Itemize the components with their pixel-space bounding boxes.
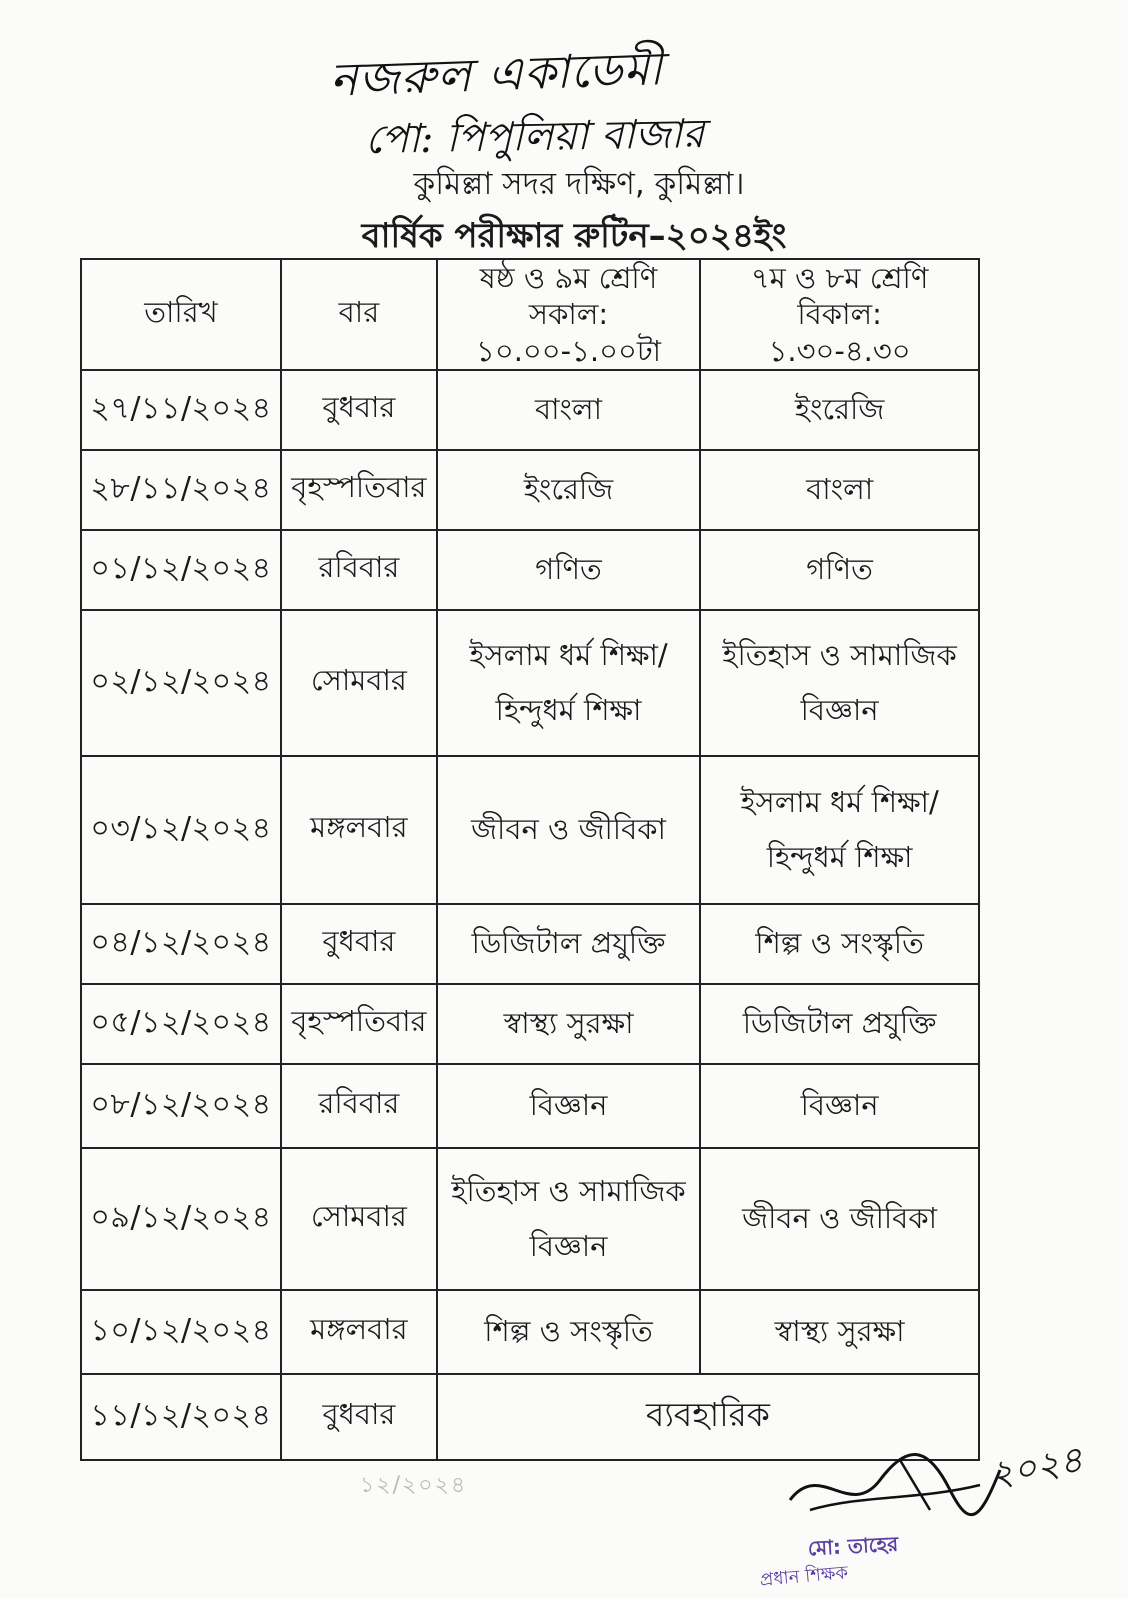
exam-routine-table: [80, 258, 980, 1461]
seal-title: প্রধান শিক্ষক: [759, 1562, 849, 1591]
table-row: [81, 530, 979, 610]
subject-class-6-9: [437, 1148, 700, 1290]
day-cell: সোমবার: [281, 1148, 437, 1290]
header-day: বার: [281, 259, 437, 370]
signature-date: ২০২৪: [986, 1439, 1087, 1496]
post-office-address: পো: পিপুলিয়া বাজার: [364, 111, 705, 163]
subject-class-6-9: স্বাস্থ্য সুরক্ষা: [437, 984, 700, 1064]
day-cell: বুধবার: [281, 904, 437, 984]
subject-class-7-8: জীবন ও জীবিকা: [700, 1148, 979, 1290]
subject-class-6-9: বিজ্ঞান: [437, 1064, 700, 1148]
subject-line: ইসলাম ধর্ম শিক্ষা/: [469, 637, 668, 672]
table-row: [81, 984, 979, 1064]
signature-scribble: [780, 1440, 1010, 1530]
date-cell: ০৫/১২/২০২৪: [81, 984, 281, 1064]
subject-class-7-8: বিজ্ঞান: [700, 1064, 979, 1148]
day-cell: রবিবার: [281, 1064, 437, 1148]
date-cell: ০১/১২/২০২৪: [81, 530, 281, 610]
date-cell: ১১/১২/২০২৪: [81, 1374, 281, 1460]
table-row: [81, 450, 979, 530]
subject-class-7-8: স্বাস্থ্য সুরক্ষা: [700, 1290, 979, 1374]
subject-class-7-8: ডিজিটাল প্রযুক্তি: [700, 984, 979, 1064]
header-morning-time: ১০.০০-১.০০টা: [476, 333, 662, 368]
subject-line: ইতিহাস ও সামাজিক: [451, 1173, 686, 1208]
date-cell: ০৯/১২/২০২৪: [81, 1148, 281, 1290]
subject-line: ইতিহাস ও সামাজিক: [722, 637, 957, 672]
subject-line: হিন্দুধর্ম শিক্ষা: [495, 692, 642, 727]
subject-class-6-9: ইংরেজি: [437, 450, 700, 530]
date-cell: ০৪/১২/২০২৪: [81, 904, 281, 984]
day-cell: বৃহস্পতিবার: [281, 450, 437, 530]
subject-line: বিজ্ঞান: [529, 1228, 608, 1263]
table-row: [81, 610, 979, 756]
subject-class-6-9: গণিত: [437, 530, 700, 610]
school-name: নজরুল একাডেমী: [329, 41, 665, 107]
header-morning: সকাল:: [528, 297, 609, 332]
table-row: [81, 756, 979, 904]
routine-title: বার্ষিক পরীক্ষার রুটিন–২০২৪ইং: [361, 216, 787, 256]
subject-class-6-9: ডিজিটাল প্রযুক্তি: [437, 904, 700, 984]
subject-class-7-8: গণিত: [700, 530, 979, 610]
subject-class-6-9: শিল্প ও সংস্কৃতি: [437, 1290, 700, 1374]
header-class-6-9-label: ষষ্ঠ ও ৯ম শ্রেণি: [479, 261, 658, 295]
date-cell: ০২/১২/২০২৪: [81, 610, 281, 756]
subject-line: বিজ্ঞান: [800, 692, 879, 727]
subject-line: হিন্দুধর্ম শিক্ষা: [766, 839, 913, 874]
table-row: [81, 370, 979, 450]
location-line: কুমিল্লা সদর দক্ষিণ, কুমিল্লা।: [413, 166, 745, 202]
table-row: [81, 904, 979, 984]
subject-class-7-8: [700, 610, 979, 756]
header-class-6-9: [437, 259, 700, 370]
date-cell: ২৮/১১/২০২৪: [81, 450, 281, 530]
day-cell: মঙ্গলবার: [281, 756, 437, 904]
practical-exam-cell: ব্যবহারিক: [437, 1374, 979, 1460]
date-cell: ০৩/১২/২০২৪: [81, 756, 281, 904]
header-class-7-8: [700, 259, 979, 370]
day-cell: বুধবার: [281, 1374, 437, 1460]
date-cell: ০৮/১২/২০২৪: [81, 1064, 281, 1148]
day-cell: বৃহস্পতিবার: [281, 984, 437, 1064]
header-afternoon: বিকাল:: [797, 297, 882, 332]
subject-class-7-8: বাংলা: [700, 450, 979, 530]
date-cell: ১০/১২/২০২৪: [81, 1290, 281, 1374]
day-cell: রবিবার: [281, 530, 437, 610]
subject-class-7-8: ইংরেজি: [700, 370, 979, 450]
header-afternoon-time: ১.৩০-৪.৩০: [768, 333, 911, 368]
subject-class-6-9: [437, 610, 700, 756]
table-row: [81, 1064, 979, 1148]
table-header-row: [81, 259, 979, 370]
faint-stamp-text: ১২/২০২৪: [360, 1473, 468, 1498]
table-row: [81, 1290, 979, 1374]
day-cell: বুধবার: [281, 370, 437, 450]
date-cell: ২৭/১১/২০২৪: [81, 370, 281, 450]
subject-line: ইসলাম ধর্ম শিক্ষা/: [740, 784, 939, 819]
subject-class-7-8: [700, 756, 979, 904]
header-date: তারিখ: [81, 259, 281, 370]
day-cell: সোমবার: [281, 610, 437, 756]
subject-class-7-8: শিল্প ও সংস্কৃতি: [700, 904, 979, 984]
header-class-7-8-label: ৭ম ও ৮ম শ্রেণি: [750, 261, 929, 295]
subject-class-6-9: বাংলা: [437, 370, 700, 450]
seal-name: মো: তাহের: [807, 1531, 899, 1561]
table-row: [81, 1148, 979, 1290]
subject-class-6-9: জীবন ও জীবিকা: [437, 756, 700, 904]
day-cell: মঙ্গলবার: [281, 1290, 437, 1374]
